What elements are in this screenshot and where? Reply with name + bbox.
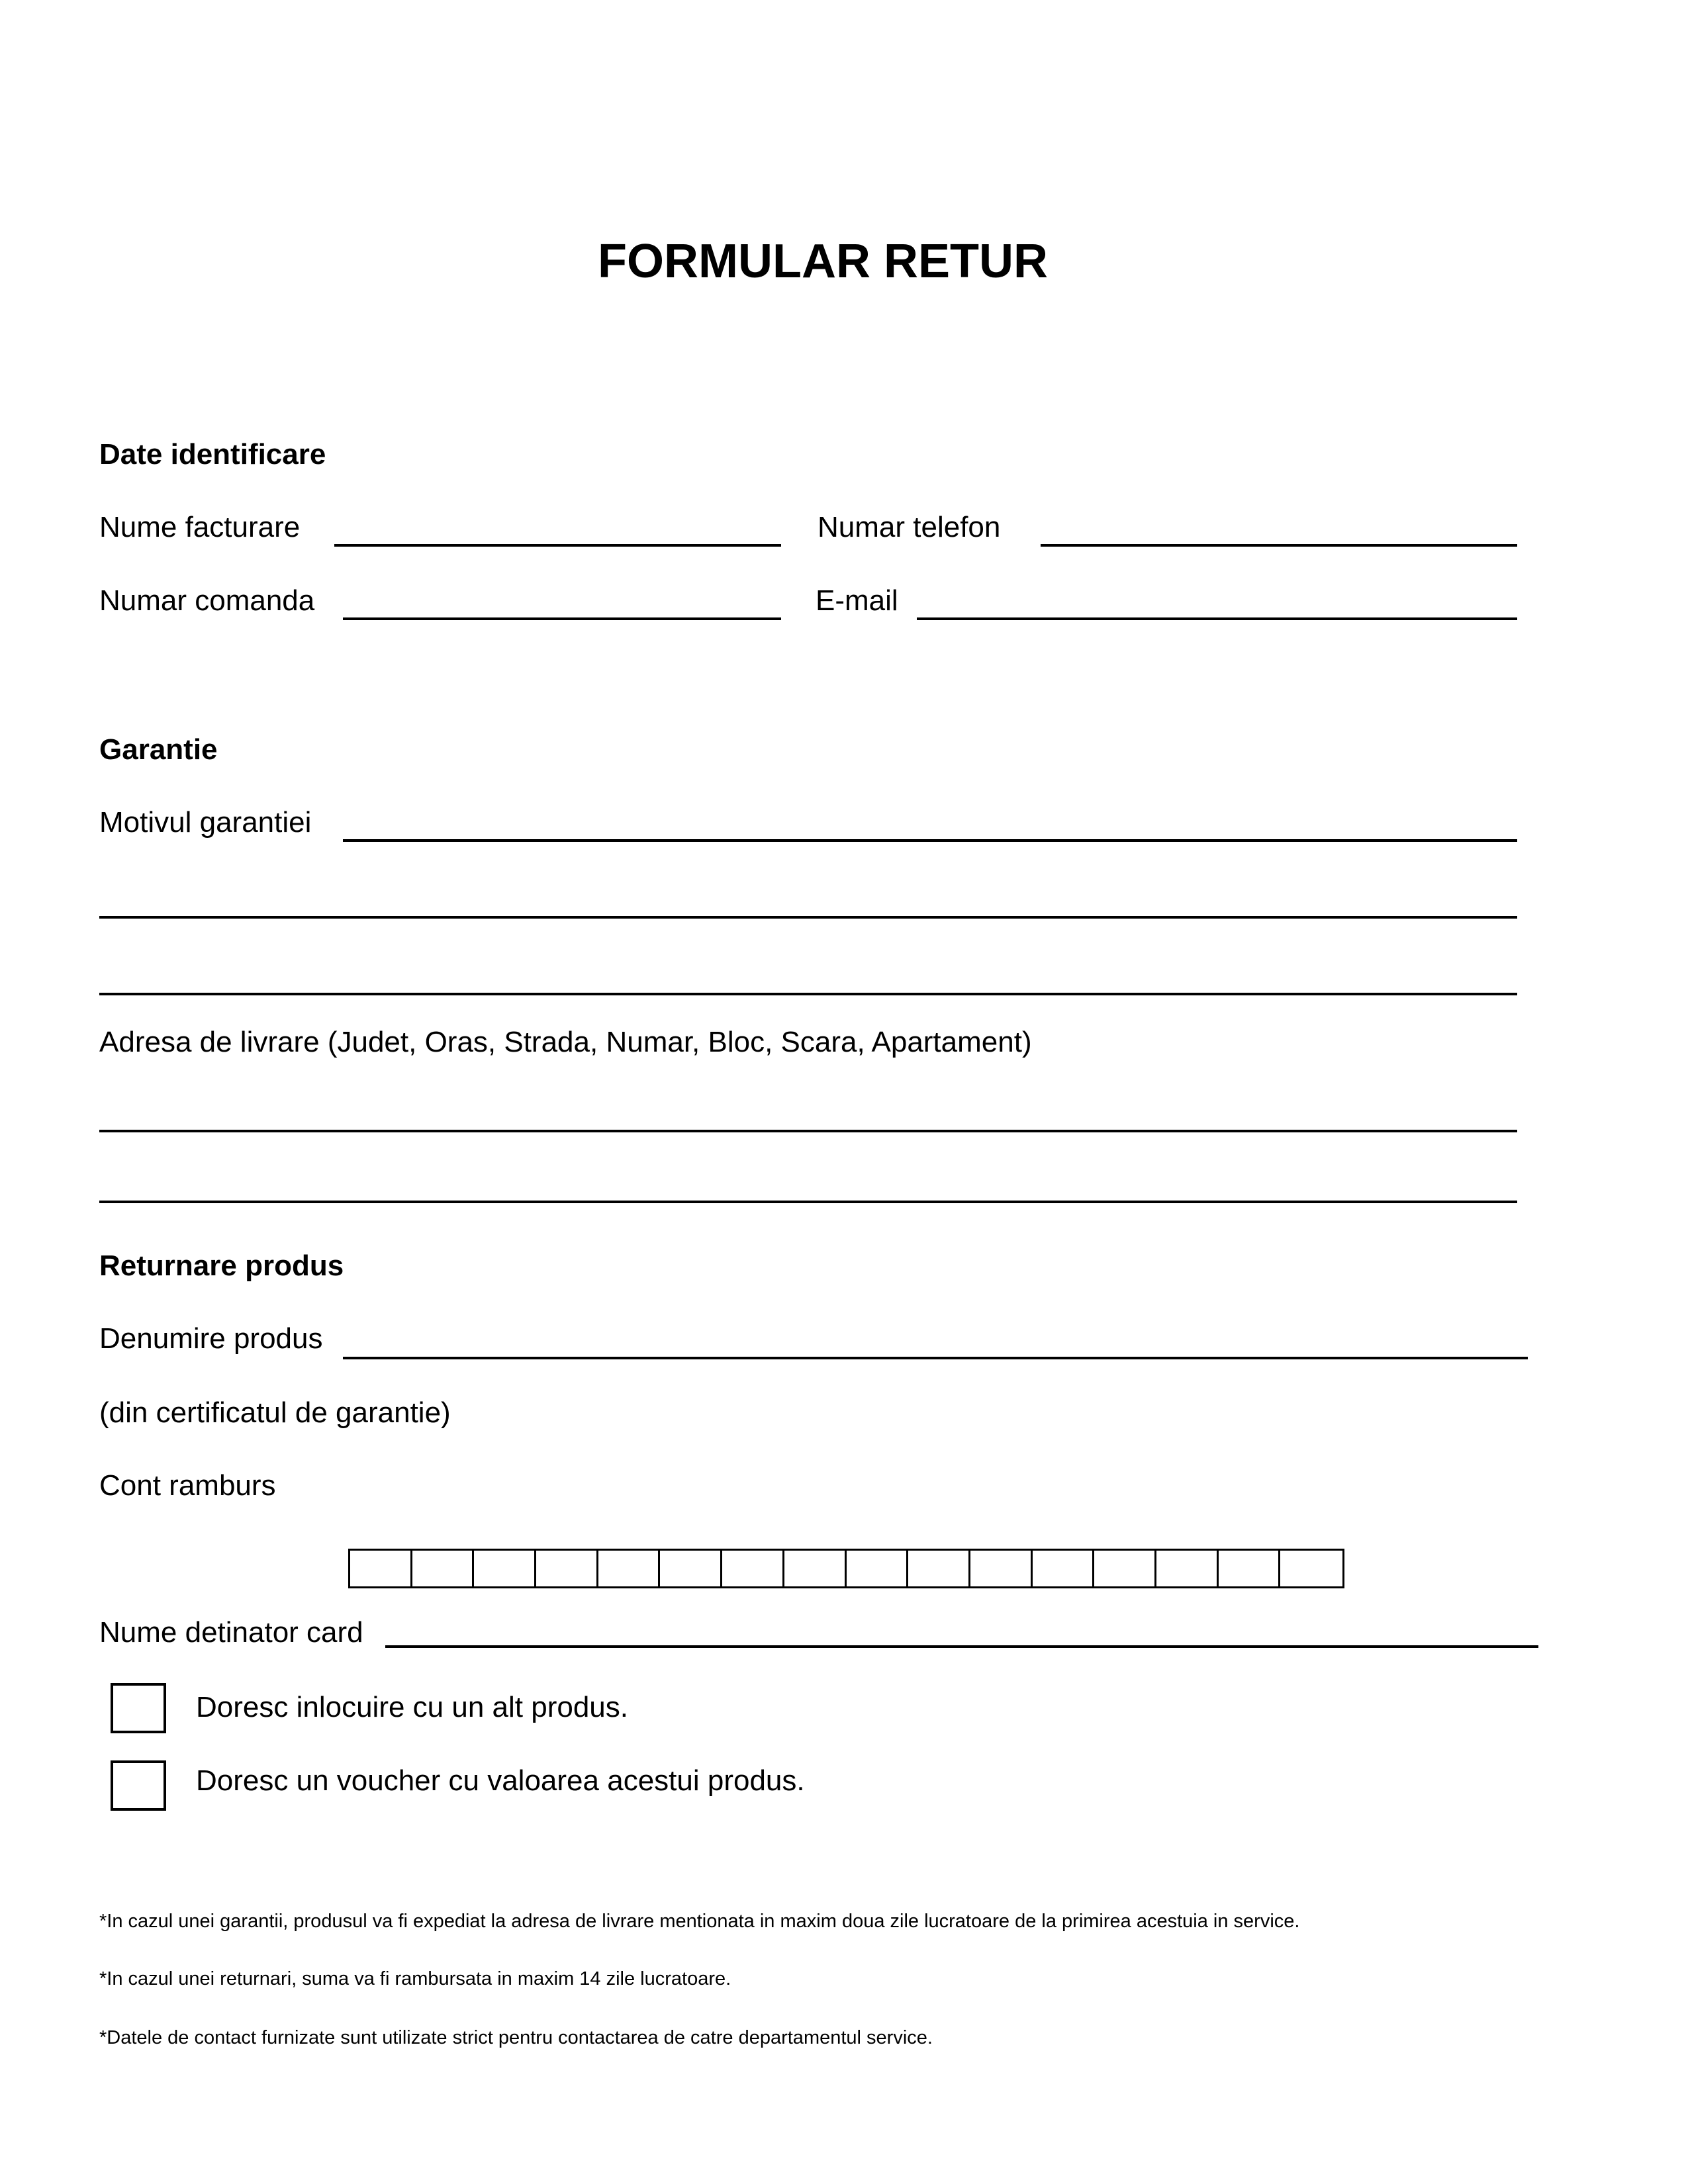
product-name-field[interactable] (343, 1357, 1528, 1359)
order-number-field[interactable] (343, 617, 781, 620)
account-digit-box[interactable] (474, 1551, 536, 1586)
footnote-refund: *In cazul unei returnari, suma va fi rambursata in maxim 14 zile lucratoare. (99, 1968, 731, 1989)
email-label: E-mail (816, 584, 898, 617)
phone-field[interactable] (1041, 544, 1517, 547)
section-heading-product-return: Returnare produs (99, 1250, 344, 1282)
section-heading-warranty: Garantie (99, 733, 218, 766)
refund-account-boxes[interactable] (348, 1549, 1344, 1588)
phone-label: Numar telefon (818, 511, 1001, 543)
account-digit-box[interactable] (1094, 1551, 1156, 1586)
section-heading-identification: Date identificare (99, 438, 326, 471)
warranty-reason-field-line-1[interactable] (343, 839, 1517, 842)
account-digit-box[interactable] (598, 1551, 661, 1586)
footnote-contact-data: *Datele de contact furnizate sunt utilizate strict pentru contactarea de catre departamentul service. (99, 2027, 933, 2048)
account-digit-box[interactable] (847, 1551, 909, 1586)
account-digit-box[interactable] (784, 1551, 847, 1586)
account-digit-box[interactable] (908, 1551, 970, 1586)
option-voucher-label: Doresc un voucher cu valoarea acestui produs. (196, 1764, 805, 1797)
account-digit-box[interactable] (350, 1551, 412, 1586)
warranty-reason-label: Motivul garantiei (99, 806, 312, 839)
account-digit-box[interactable] (722, 1551, 784, 1586)
cardholder-label: Nume detinator card (99, 1616, 363, 1649)
product-name-label: Denumire produs (99, 1322, 323, 1355)
delivery-address-field-line-2[interactable] (99, 1201, 1517, 1203)
order-number-label: Numar comanda (99, 584, 315, 617)
account-digit-box[interactable] (1156, 1551, 1219, 1586)
option-voucher-checkbox[interactable] (111, 1760, 166, 1811)
account-digit-box[interactable] (970, 1551, 1033, 1586)
account-digit-box[interactable] (536, 1551, 598, 1586)
warranty-reason-field-line-3[interactable] (99, 993, 1517, 995)
product-name-note: (din certificatul de garantie) (99, 1396, 451, 1429)
account-digit-box[interactable] (412, 1551, 475, 1586)
email-field[interactable] (917, 617, 1517, 620)
account-digit-box[interactable] (1033, 1551, 1095, 1586)
delivery-address-field-line-1[interactable] (99, 1130, 1517, 1132)
option-replacement-checkbox[interactable] (111, 1683, 166, 1733)
cardholder-field[interactable] (385, 1645, 1538, 1648)
warranty-reason-field-line-2[interactable] (99, 916, 1517, 919)
delivery-address-label: Adresa de livrare (Judet, Oras, Strada, Numar, Bloc, Scara, Apartament) (99, 1026, 1032, 1058)
page-title: FORMULAR RETUR (598, 235, 1048, 288)
billing-name-field[interactable] (334, 544, 781, 547)
account-digit-box[interactable] (1280, 1551, 1342, 1586)
refund-account-label: Cont ramburs (99, 1469, 276, 1502)
option-replacement-label: Doresc inlocuire cu un alt produs. (196, 1691, 628, 1723)
account-digit-box[interactable] (1219, 1551, 1281, 1586)
billing-name-label: Nume facturare (99, 511, 301, 543)
account-digit-box[interactable] (660, 1551, 722, 1586)
footnote-warranty: *In cazul unei garantii, produsul va fi expediat la adresa de livrare mentionata in maxim doua zile lucratoare de la primirea acestuia in service. (99, 1911, 1300, 1932)
